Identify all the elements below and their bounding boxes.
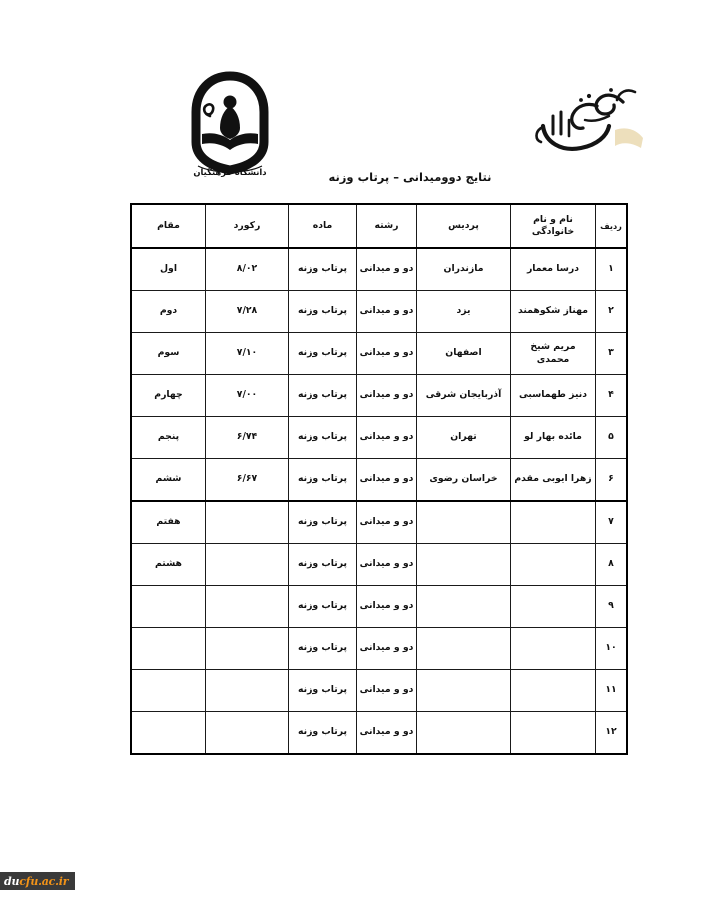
cell-reshte: دو و میدانی (357, 417, 417, 459)
column-header-magham: مقام (131, 204, 206, 248)
cell-name: مائده بهار لو (511, 417, 596, 459)
cell-pardis (417, 670, 511, 712)
cell-pardis (417, 586, 511, 628)
cell-magham (131, 628, 206, 670)
cell-pardis (417, 628, 511, 670)
cell-reshte: دو و میدانی (357, 586, 417, 628)
cell-name (511, 586, 596, 628)
cell-pardis: تهران (417, 417, 511, 459)
cell-pardis: یزد (417, 291, 511, 333)
cell-magham: پنجم (131, 417, 206, 459)
cell-pardis: مازندران (417, 248, 511, 291)
cell-magham: اول (131, 248, 206, 291)
cell-record (206, 586, 289, 628)
cell-made: پرتاب وزنه (289, 459, 357, 502)
cell-name: دنیز طهماسبی (511, 375, 596, 417)
table-row (131, 501, 627, 544)
cell-pardis (417, 712, 511, 755)
table-row (131, 670, 627, 712)
cell-name (511, 501, 596, 544)
results-table (130, 203, 628, 755)
table-row (131, 586, 627, 628)
cell-record (206, 544, 289, 586)
cell-record: ۷/۲۸ (206, 291, 289, 333)
cell-reshte: دو و میدانی (357, 628, 417, 670)
farhangian-university-logo (180, 70, 280, 178)
cell-radif: ۷ (596, 501, 628, 544)
cell-radif: ۴ (596, 375, 628, 417)
cell-reshte: دو و میدانی (357, 544, 417, 586)
table-row (131, 459, 627, 502)
cell-pardis (417, 501, 511, 544)
results-table-container (154, 203, 628, 755)
column-header-reshte: رشته (357, 204, 417, 248)
cell-magham (131, 670, 206, 712)
table-row (131, 248, 627, 291)
table-row (131, 712, 627, 755)
cell-radif: ۳ (596, 333, 628, 375)
cell-made: پرتاب وزنه (289, 291, 357, 333)
cell-made: پرتاب وزنه (289, 628, 357, 670)
column-header-pardis: پردیس (417, 204, 511, 248)
cell-made: پرتاب وزنه (289, 333, 357, 375)
table-row (131, 417, 627, 459)
page-header (0, 62, 720, 182)
cell-name (511, 628, 596, 670)
cell-radif: ۶ (596, 459, 628, 502)
table-row (131, 333, 627, 375)
cell-magham: هشتم (131, 544, 206, 586)
cell-made: پرتاب وزنه (289, 501, 357, 544)
cell-radif: ۵ (596, 417, 628, 459)
cell-magham: دوم (131, 291, 206, 333)
cell-made: پرتاب وزنه (289, 712, 357, 755)
cell-pardis: آذربایجان شرقی (417, 375, 511, 417)
cell-radif: ۹ (596, 586, 628, 628)
cell-magham: ششم (131, 459, 206, 502)
cell-pardis: خراسان رضوی (417, 459, 511, 502)
cell-name (511, 670, 596, 712)
column-header-radif: ردیف (596, 204, 628, 248)
cell-radif: ۲ (596, 291, 628, 333)
cell-radif: ۱۰ (596, 628, 628, 670)
table-body (131, 248, 627, 754)
cell-record (206, 670, 289, 712)
cell-reshte: دو و میدانی (357, 670, 417, 712)
site-url-badge[interactable] (0, 872, 75, 890)
cell-magham: چهارم (131, 375, 206, 417)
cell-magham: سوم (131, 333, 206, 375)
cell-record (206, 628, 289, 670)
cell-name: درسا معمار (511, 248, 596, 291)
cell-radif: ۱۲ (596, 712, 628, 755)
badge-domain: cfu.ac.ir (19, 874, 69, 888)
olympiad-logo (523, 76, 653, 168)
cell-made: پرتاب وزنه (289, 670, 357, 712)
page-title: نتایج دوومیدانی – پرتاب وزنه (328, 170, 492, 184)
svg-text:دانشگاه فرهنگیان: دانشگاه فرهنگیان (193, 167, 267, 177)
cell-reshte: دو و میدانی (357, 459, 417, 502)
cell-name: مهناز شکوهمند (511, 291, 596, 333)
cell-reshte: دو و میدانی (357, 375, 417, 417)
cell-record: ۷/۰۰ (206, 375, 289, 417)
cell-reshte: دو و میدانی (357, 712, 417, 755)
cell-record (206, 501, 289, 544)
cell-record: ۶/۷۴ (206, 417, 289, 459)
cell-pardis (417, 544, 511, 586)
cell-made: پرتاب وزنه (289, 544, 357, 586)
table-header (131, 204, 627, 248)
cell-record: ۷/۱۰ (206, 333, 289, 375)
cell-magham (131, 586, 206, 628)
cell-reshte: دو و میدانی (357, 291, 417, 333)
cell-made: پرتاب وزنه (289, 375, 357, 417)
cell-made: پرتاب وزنه (289, 417, 357, 459)
column-header-made: ماده (289, 204, 357, 248)
badge-prefix: du (4, 874, 20, 888)
table-row (131, 628, 627, 670)
cell-name (511, 712, 596, 755)
cell-pardis: اصفهان (417, 333, 511, 375)
cell-name: مریم شیخ محمدی (511, 333, 596, 375)
column-header-record: رکورد (206, 204, 289, 248)
column-header-name: نام و نام خانوادگی (511, 204, 596, 248)
cell-name (511, 544, 596, 586)
cell-reshte: دو و میدانی (357, 333, 417, 375)
cell-record: ۶/۶۷ (206, 459, 289, 502)
cell-record (206, 712, 289, 755)
table-row (131, 544, 627, 586)
cell-name: زهرا ایوبی مقدم (511, 459, 596, 502)
table-header-row (131, 204, 627, 248)
cell-made: پرتاب وزنه (289, 586, 357, 628)
table-row (131, 291, 627, 333)
cell-record: ۸/۰۲ (206, 248, 289, 291)
cell-radif: ۸ (596, 544, 628, 586)
cell-reshte: دو و میدانی (357, 501, 417, 544)
table-row (131, 375, 627, 417)
cell-radif: ۱ (596, 248, 628, 291)
cell-magham: هفتم (131, 501, 206, 544)
cell-reshte: دو و میدانی (357, 248, 417, 291)
cell-magham (131, 712, 206, 755)
cell-made: پرتاب وزنه (289, 248, 357, 291)
cell-radif: ۱۱ (596, 670, 628, 712)
